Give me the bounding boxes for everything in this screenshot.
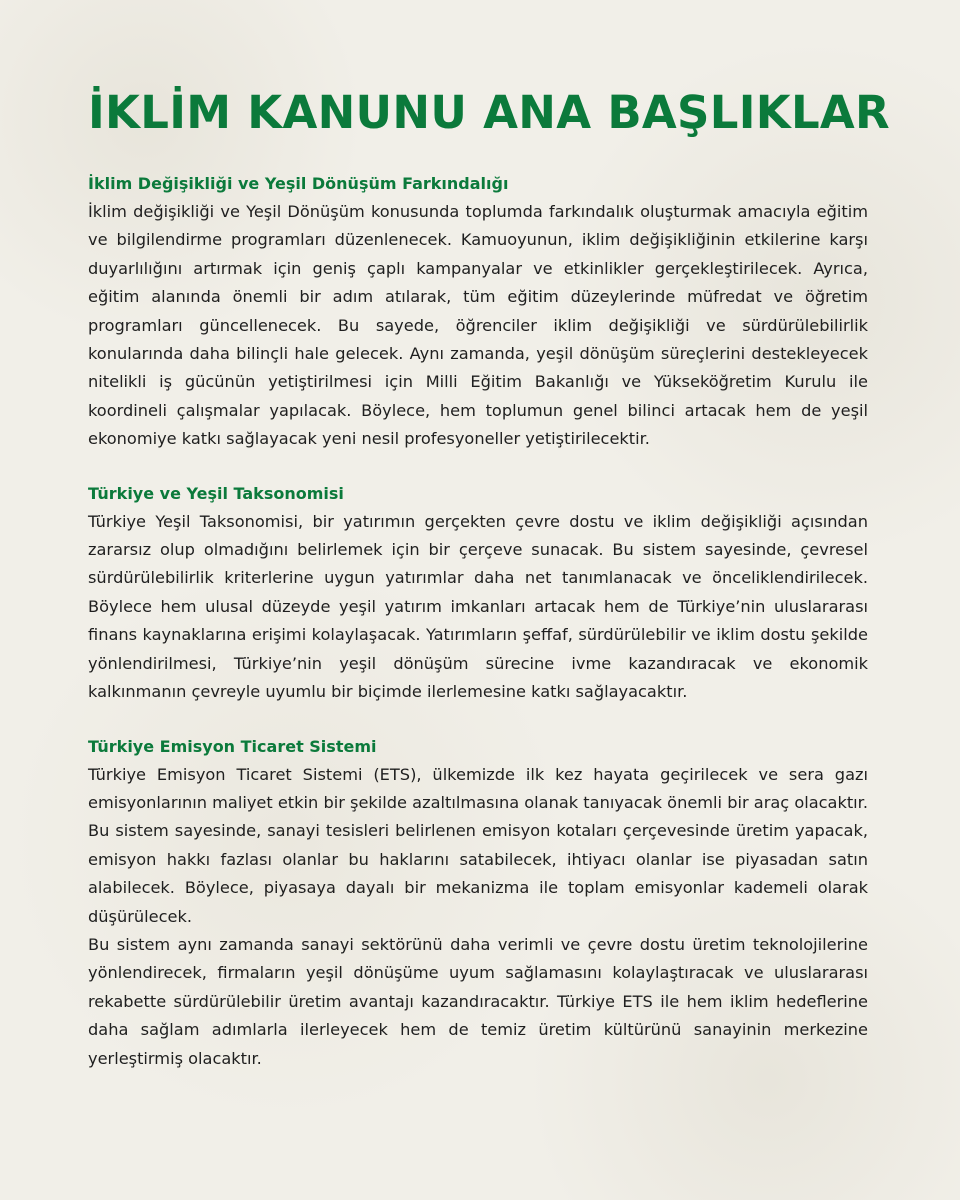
page-title: İKLİM KANUNU ANA BAŞLIKLAR [88, 86, 891, 139]
section-emission-trading [88, 733, 868, 1073]
section-green-taxonomy [88, 480, 868, 707]
section-heading: Türkiye ve Yeşil Taksonomisi [88, 483, 344, 503]
section-paragraph: Bu sistem aynı zamanda sanayi sektörünü daha verimli ve çevre dostu üretim teknolojilerine yönlendirecek, firmaların yeşil dönüşüme uyum sağlamasını kolaylaştıracak ve uluslararası rekabette sürdürülebilir üretim avantajı kazandıracaktır. Türkiye ETS ile hem iklim hedeflerine daha sağlam adımlarla ilerleyecek hem de temiz üretim kültürünü sanayinin merkezine yerleştirmiş olacaktır. [88, 934, 868, 1068]
section-paragraph: Türkiye Yeşil Taksonomisi, bir yatırımın gerçekten çevre dostu ve iklim değişikliği açısından zararsız olup olmadığını belirlemek için bir çerçeve sunacak. Bu sistem sayesinde, çevresel sürdürülebilirlik kriterlerine uygun yatırımlar daha net tanımlanacak ve önceliklendirilecek. Böylece hem ulusal düzeyde yeşil yatırım imkanları artacak hem de Türkiye’nin uluslararası finans kaynaklarına erişimi kolaylaşacak. Yatırımların şeffaf, sürdürülebilir ve iklim dostu şekilde yönlendirilmesi, Türkiye’nin yeşil dönüşüm sürecine ivme kazandıracak ve ekonomik kalkınmanın çevreyle uyumlu bir biçimde ilerlemesine katkı sağlayacaktır. [88, 511, 868, 702]
section-paragraph: İklim değişikliği ve Yeşil Dönüşüm konusunda toplumda farkındalık oluşturmak amacıyla eğitim ve bilgilendirme programları düzenlenecek. Kamuoyunun, iklim değişikliğinin etkilerine karşı duyarlılığını artırmak için geniş çaplı kampanyalar ve etkinlikler gerçekleştirilecek. Ayrıca, eğitim alanında önemli bir adım atılarak, tüm eğitim düzeylerinde müfredat ve öğretim programları güncellenecek. Bu sayede, öğrenciler iklim değişikliği ve sürdürülebilirlik konularında daha bilinçli hale gelecek. Aynı zamanda, yeşil dönüşüm süreçlerini destekleyecek nitelikli iş gücünün yetiştirilmesi için Milli Eğitim Bakanlığı ve Yükseköğretim Kurulu ile koordineli çalışmalar yapılacak. Böylece, hem toplumun genel bilinci artacak hem de yeşil ekonomiye katkı sağlayacak yeni nesil profesyoneller yetiştirilecektir. [88, 202, 868, 449]
document-page [88, 78, 891, 1099]
section-heading: İklim Değişikliği ve Yeşil Dönüşüm Farkındalığı [88, 174, 509, 193]
section-heading: Türkiye Emisyon Ticaret Sistemi [88, 736, 377, 756]
section-paragraph: Türkiye Emisyon Ticaret Sistemi (ETS), ülkemizde ilk kez hayata geçirilecek ve sera gazı emisyonlarının maliyet etkin bir şekilde azaltılmasına olanak tanıyacak önemli bir araç olacaktır. Bu sistem sayesinde, sanayi tesisleri belirlenen emisyon kotaları çerçevesinde üretim yapacak, emisyon hakkı fazlası olanlar bu haklarını satabilecek, ihtiyacı olanlar ise piyasadan satın alabilecek. Böylece, piyasaya dayalı bir mekanizma ile toplam emisyonlar kademeli olarak düşürülecek. [88, 764, 868, 926]
sections-container [88, 170, 868, 1073]
section-climate-awareness [88, 170, 868, 454]
